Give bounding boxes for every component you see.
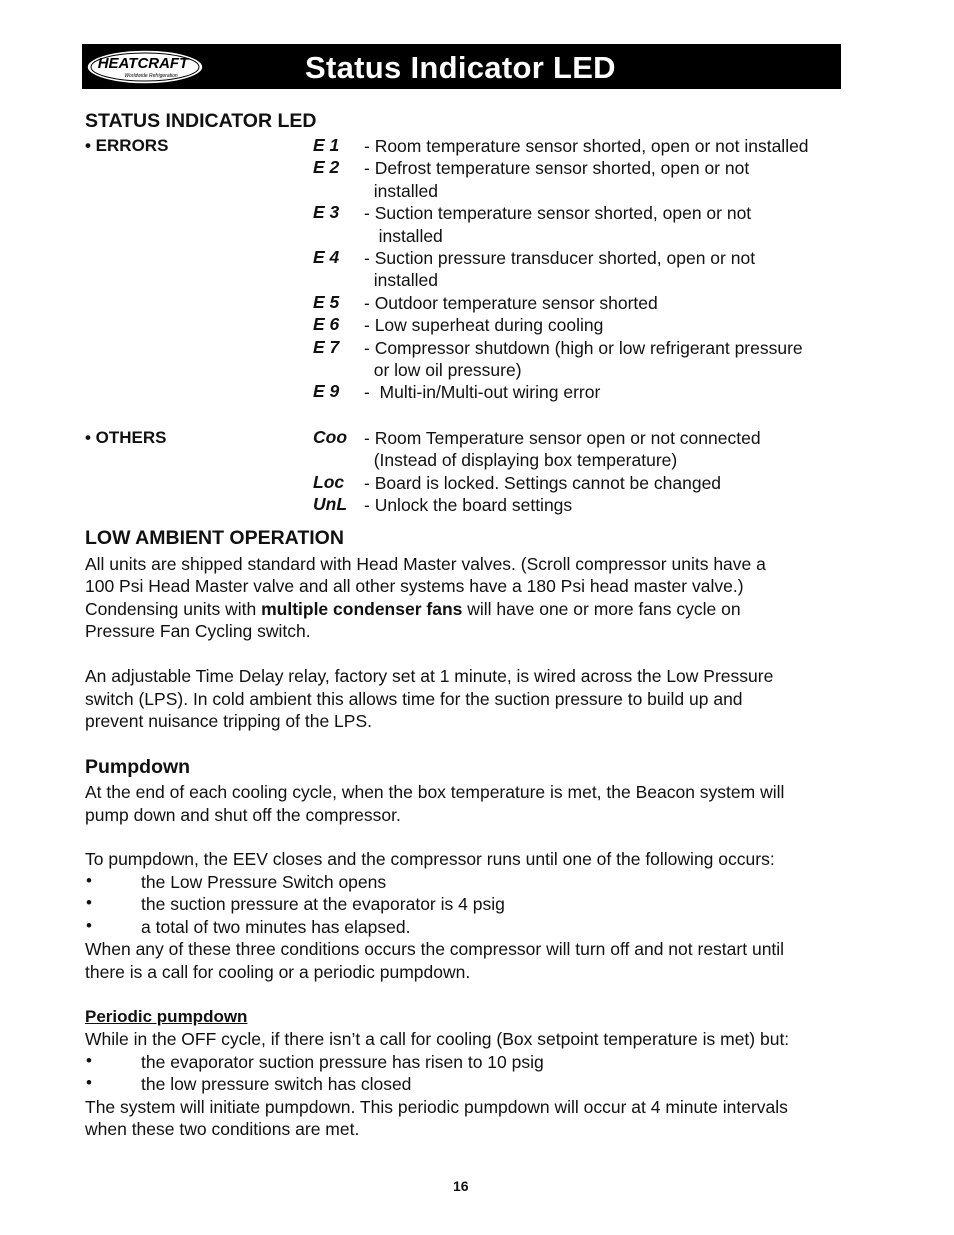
multiple-condenser-fans-emphasis: multiple condenser fans <box>261 599 463 619</box>
other-description: (Instead of displaying box temperature) <box>364 450 678 471</box>
error-description: - Suction pressure transducer shorted, open or not <box>364 248 756 268</box>
periodic-outro-line1: The system will initiate pumpdown. This periodic pumpdown will occur at 4 minute intervals <box>85 1097 788 1117</box>
periodic-bullet-2: the low pressure switch has closed <box>141 1074 412 1094</box>
low-ambient-p1-line4: Pressure Fan Cycling switch. <box>85 621 311 641</box>
error-code: E 3 <box>313 202 340 223</box>
others-label: • OTHERS <box>85 428 167 447</box>
periodic-outro-line2: when these two conditions are met. <box>85 1119 360 1139</box>
pumpdown-p3-line1: When any of these three conditions occurs the compressor will turn off and not restart until <box>85 939 785 959</box>
bullet-dot: • <box>86 1051 92 1070</box>
page-number: 16 <box>453 1178 469 1194</box>
other-description: - Unlock the board settings <box>364 495 573 516</box>
low-ambient-heading: LOW AMBIENT OPERATION <box>85 527 344 549</box>
error-description: - Suction temperature sensor shorted, open or not <box>364 203 752 224</box>
error-description: - Multi-in/Multi-out wiring error <box>364 382 601 403</box>
error-description: - Room temperature sensor shorted, open or not installed <box>364 136 809 156</box>
error-code: E 4 <box>313 247 340 267</box>
bullet-dot: • <box>86 871 92 890</box>
other-code: Coo <box>313 427 348 447</box>
periodic-pumpdown-heading: Periodic pumpdown <box>85 1007 248 1026</box>
low-ambient-p1-line3 <box>85 598 741 620</box>
pumpdown-heading: Pumpdown <box>85 756 191 778</box>
error-code: E 2 <box>313 157 340 178</box>
error-description: - Compressor shutdown (high or low refrigerant pressure <box>364 337 803 358</box>
pumpdown-bullet-2: the suction pressure at the evaporator is 4 psig <box>141 894 505 914</box>
low-ambient-p1-line1: All units are shipped standard with Head Master valves. (Scroll compressor units have a <box>85 554 766 574</box>
other-code: Loc <box>313 471 345 492</box>
pumpdown-p1-line1: At the end of each cooling cycle, when the box temperature is met, the Beacon system will <box>85 782 785 802</box>
logo-text: HEATCRAFT <box>97 55 189 72</box>
errors-label: • ERRORS <box>85 136 169 155</box>
status-heading: STATUS INDICATOR LED <box>85 110 317 132</box>
page-title: Status Indicator LED <box>305 50 616 85</box>
low-ambient-p1-line3-pre: Condensing units with <box>85 599 262 619</box>
error-description: - Low superheat during cooling <box>364 315 604 336</box>
header-bar <box>82 44 841 89</box>
low-ambient-p2-line1: An adjustable Time Delay relay, factory set at 1 minute, is wired across the Low Pressure <box>85 666 774 686</box>
pumpdown-bullet-3: a total of two minutes has elapsed. <box>141 917 411 937</box>
pumpdown-bullet-1: the Low Pressure Switch opens <box>141 872 387 892</box>
heatcraft-logo <box>85 48 205 86</box>
error-code: E 7 <box>313 336 340 357</box>
error-description: installed <box>364 270 438 291</box>
periodic-intro: While in the OFF cycle, if there isn’t a call for cooling (Box setpoint temperature is met) but: <box>85 1029 790 1049</box>
error-description: - Outdoor temperature sensor shorted <box>364 292 658 313</box>
error-code: E 1 <box>313 135 340 155</box>
error-description: - Defrost temperature sensor shorted, open or not <box>364 158 750 179</box>
bullet-dot: • <box>86 893 92 912</box>
pumpdown-p3-line2: there is a call for cooling or a periodic pumpdown. <box>85 962 471 982</box>
periodic-bullet-1: the evaporator suction pressure has risen to 10 psig <box>141 1052 544 1072</box>
low-ambient-p1-line3-post: will have one or more fans cycle on <box>462 599 741 619</box>
error-description: installed <box>364 180 438 201</box>
error-code: E 5 <box>313 291 340 312</box>
low-ambient-p2-line3: prevent nuisance tripping of the LPS. <box>85 711 372 731</box>
bullet-dot: • <box>86 916 92 935</box>
logo-tagline: Worldwide Refrigeration <box>124 73 178 79</box>
pumpdown-p2-intro: To pumpdown, the EEV closes and the compressor runs until one of the following occurs: <box>85 849 775 869</box>
error-description: or low oil pressure) <box>364 360 522 380</box>
low-ambient-p1-line2: 100 Psi Head Master valve and all other systems have a 180 Psi head master valve.) <box>85 576 744 596</box>
low-ambient-p2-line2: switch (LPS). In cold ambient this allows time for the suction pressure to build up and <box>85 689 743 709</box>
error-description: installed <box>364 225 443 246</box>
other-description: - Board is locked. Settings cannot be changed <box>364 472 722 493</box>
error-code: E 9 <box>313 381 340 402</box>
pumpdown-p1-line2: pump down and shut off the compressor. <box>85 805 401 825</box>
other-code: UnL <box>313 494 348 515</box>
error-code: E 6 <box>313 314 340 335</box>
other-description: - Room Temperature sensor open or not connected <box>364 428 761 448</box>
bullet-dot: • <box>86 1073 92 1092</box>
